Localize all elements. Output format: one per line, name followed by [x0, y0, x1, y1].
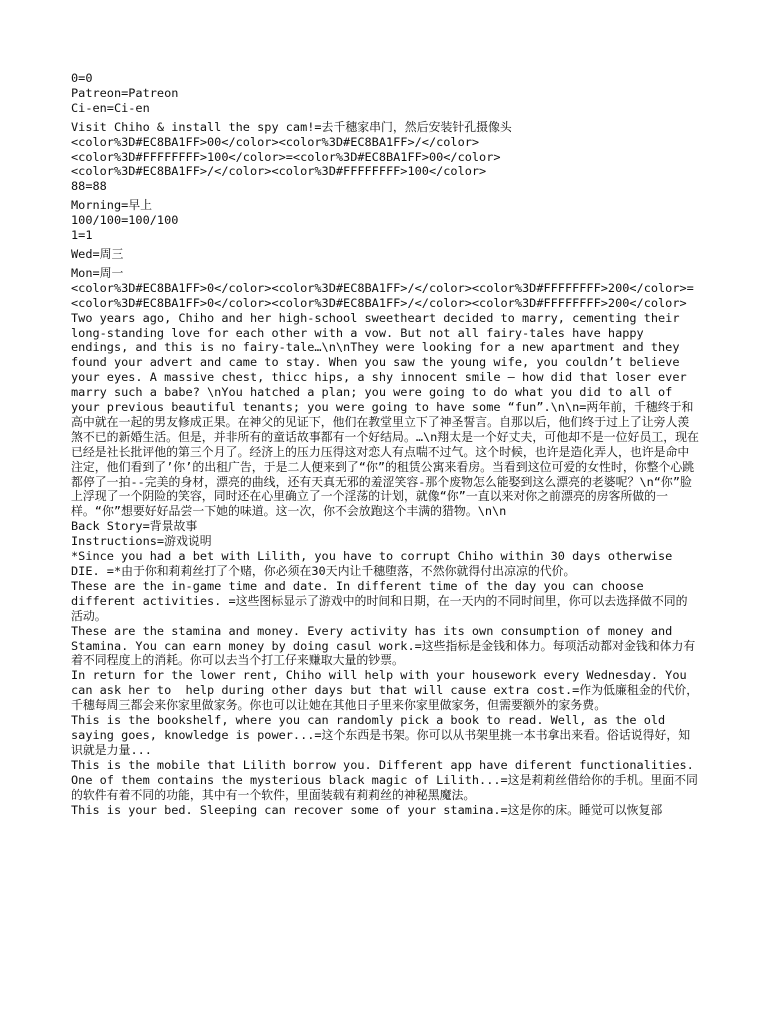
localization-entry: 88=88: [71, 179, 107, 194]
localization-entry: 100/100=100/100: [71, 213, 179, 228]
document-page: [71, 71, 699, 817]
localization-entry: <color%3D#EC8BA1FF>00</color><color%3D#EC8BA1FF>/</color><color%3D#FFFFFFFF>100</color>=<color%3D#EC8BA1FF>00</color><color%3D#EC8BA1FF>/</color><color%3D#FFFFFFFF>100</color>: [71, 134, 501, 179]
localization-entry: <color%3D#EC8BA1FF>0</color><color%3D#EC8BA1FF>/</color><color%3D#FFFFFFFF>200</color>=<color%3D#EC8BA1FF>0</color><color%3D#EC8BA1FF>/</color><color%3D#FFFFFFFF>200</color>: [71, 280, 694, 310]
localization-entry: Instructions=游戏说明: [71, 534, 212, 549]
localization-entry: Morning=早上: [71, 198, 153, 213]
localization-entry: This is the bookshelf, where you can randomly pick a book to read. Well, as the old saying goes, knowledge is power...=这个东西是书架。你可以从书架里挑一本书拿出来看。俗话说得好，知识就是力量...: [71, 713, 691, 757]
localization-entry: This is your bed. Sleeping can recover some of your stamina.=这是你的床。睡觉可以恢复部: [71, 802, 663, 817]
localization-entry: *Since you had a bet with Lilith, you have to corrupt Chiho within 30 days otherwise DIE. =*由于你和莉莉丝打了个赌，你必须在30天内让千穗堕落，不然你就得付出凉凉的代价。: [71, 549, 680, 578]
localization-entry: Ci-en=Ci-en: [71, 100, 150, 115]
localization-entry: 1=1: [71, 228, 93, 243]
localization-entry: Two years ago, Chiho and her high-school sweetheart decided to marry, cementing their long-standing love for each other with a vow. But not all fairy-tales have happy endings, and this is no fairy-tale…\n\nThey were looking for a new apartment and they found your advert and came to stay. When you saw the young wife, you couldn’t believe your eyes. A massive chest, thicc hips, a shy innocent smile – how did that loser ever marry such a babe? \nYou hatched a plan; you were going to do what you did to all of your previous beautiful tenants; you were going to have some “fun”.\n\n=两年前，千穗终于和高中就在一起的男友修成正果。在神父的见证下，他们在教堂里立下了神圣誓言。自那以后，他们终于过上了让旁人羡煞不已的新婚生活。但是，并非所有的童话故事都有一个好结局。…\n翔太是一个好丈夫，可他却不是一位好员工，现在已经是社长批评他的第三个月了。经济上的压力压得这对恋人有点喘不过气。这个时候，也许是造化弄人，也许是命中注定，他们看到了’你’的出租广告，于是二人便来到了“你”的租赁公寓来看房。当看到这位可爱的女性时，你整个心跳都停了一拍--完美的身材，漂亮的曲线，还有天真无邪的羞涩笑容-那个废物怎么能娶到这么漂亮的老婆呢？\n“你”脸上浮现了一个阴险的笑容，同时还在心里确立了一个淫荡的计划，就像“你”一直以来对你之前漂亮的房客所做的一样。“你”想要好好品尝一下她的味道。这一次，你不会放跑这个丰满的猎物。\n\n: [71, 310, 699, 519]
localization-entry: Visit Chiho & install the spy cam!=去千穗家串门，然后安装针孔摄像头: [71, 119, 512, 134]
localization-entry: This is the mobile that Lilith borrow you. Different app have diferent functionalities. One of them contains the mysterious black magic of Lilith...=这是莉莉丝借给你的手机。里面不同的软件有着不同的功能，其中有一个软件，里面装载有莉莉丝的神秘黑魔法。: [71, 757, 701, 802]
localization-entry: Wed=周三: [71, 246, 124, 261]
localization-entry: These are the in-game time and date. In different time of the day you can choose different activities. =这些图标显示了游戏中的时间和日期，在一天内的不同时间里，你可以去选择做不同的活动。: [71, 578, 688, 623]
localization-entry: Mon=周一: [71, 265, 124, 280]
localization-entry: These are the stamina and money. Every activity has its own consumption of money and Stamina. You can earn money by doing casul work.=这些指标是金钱和体力。每项活动都对金钱和体力有着不同程度上的消耗。你可以去当个打工仔来赚取大量的钞票。: [71, 623, 696, 668]
localization-entry: Patreon=Patreon: [71, 85, 179, 100]
localization-entry: 0=0: [71, 71, 93, 85]
localization-entry: Back Story=背景故事: [71, 519, 198, 534]
localization-entry: In return for the lower rent, Chiho will help with your housework every Wednesday. You can ask her to help during other days but that will cause extra cost.=作为低廉租金的代价，千穗每周三都会来你家里做家务。你也可以让她在其他日子里来你家里做家务，但需要额外的家务费。: [71, 668, 699, 713]
